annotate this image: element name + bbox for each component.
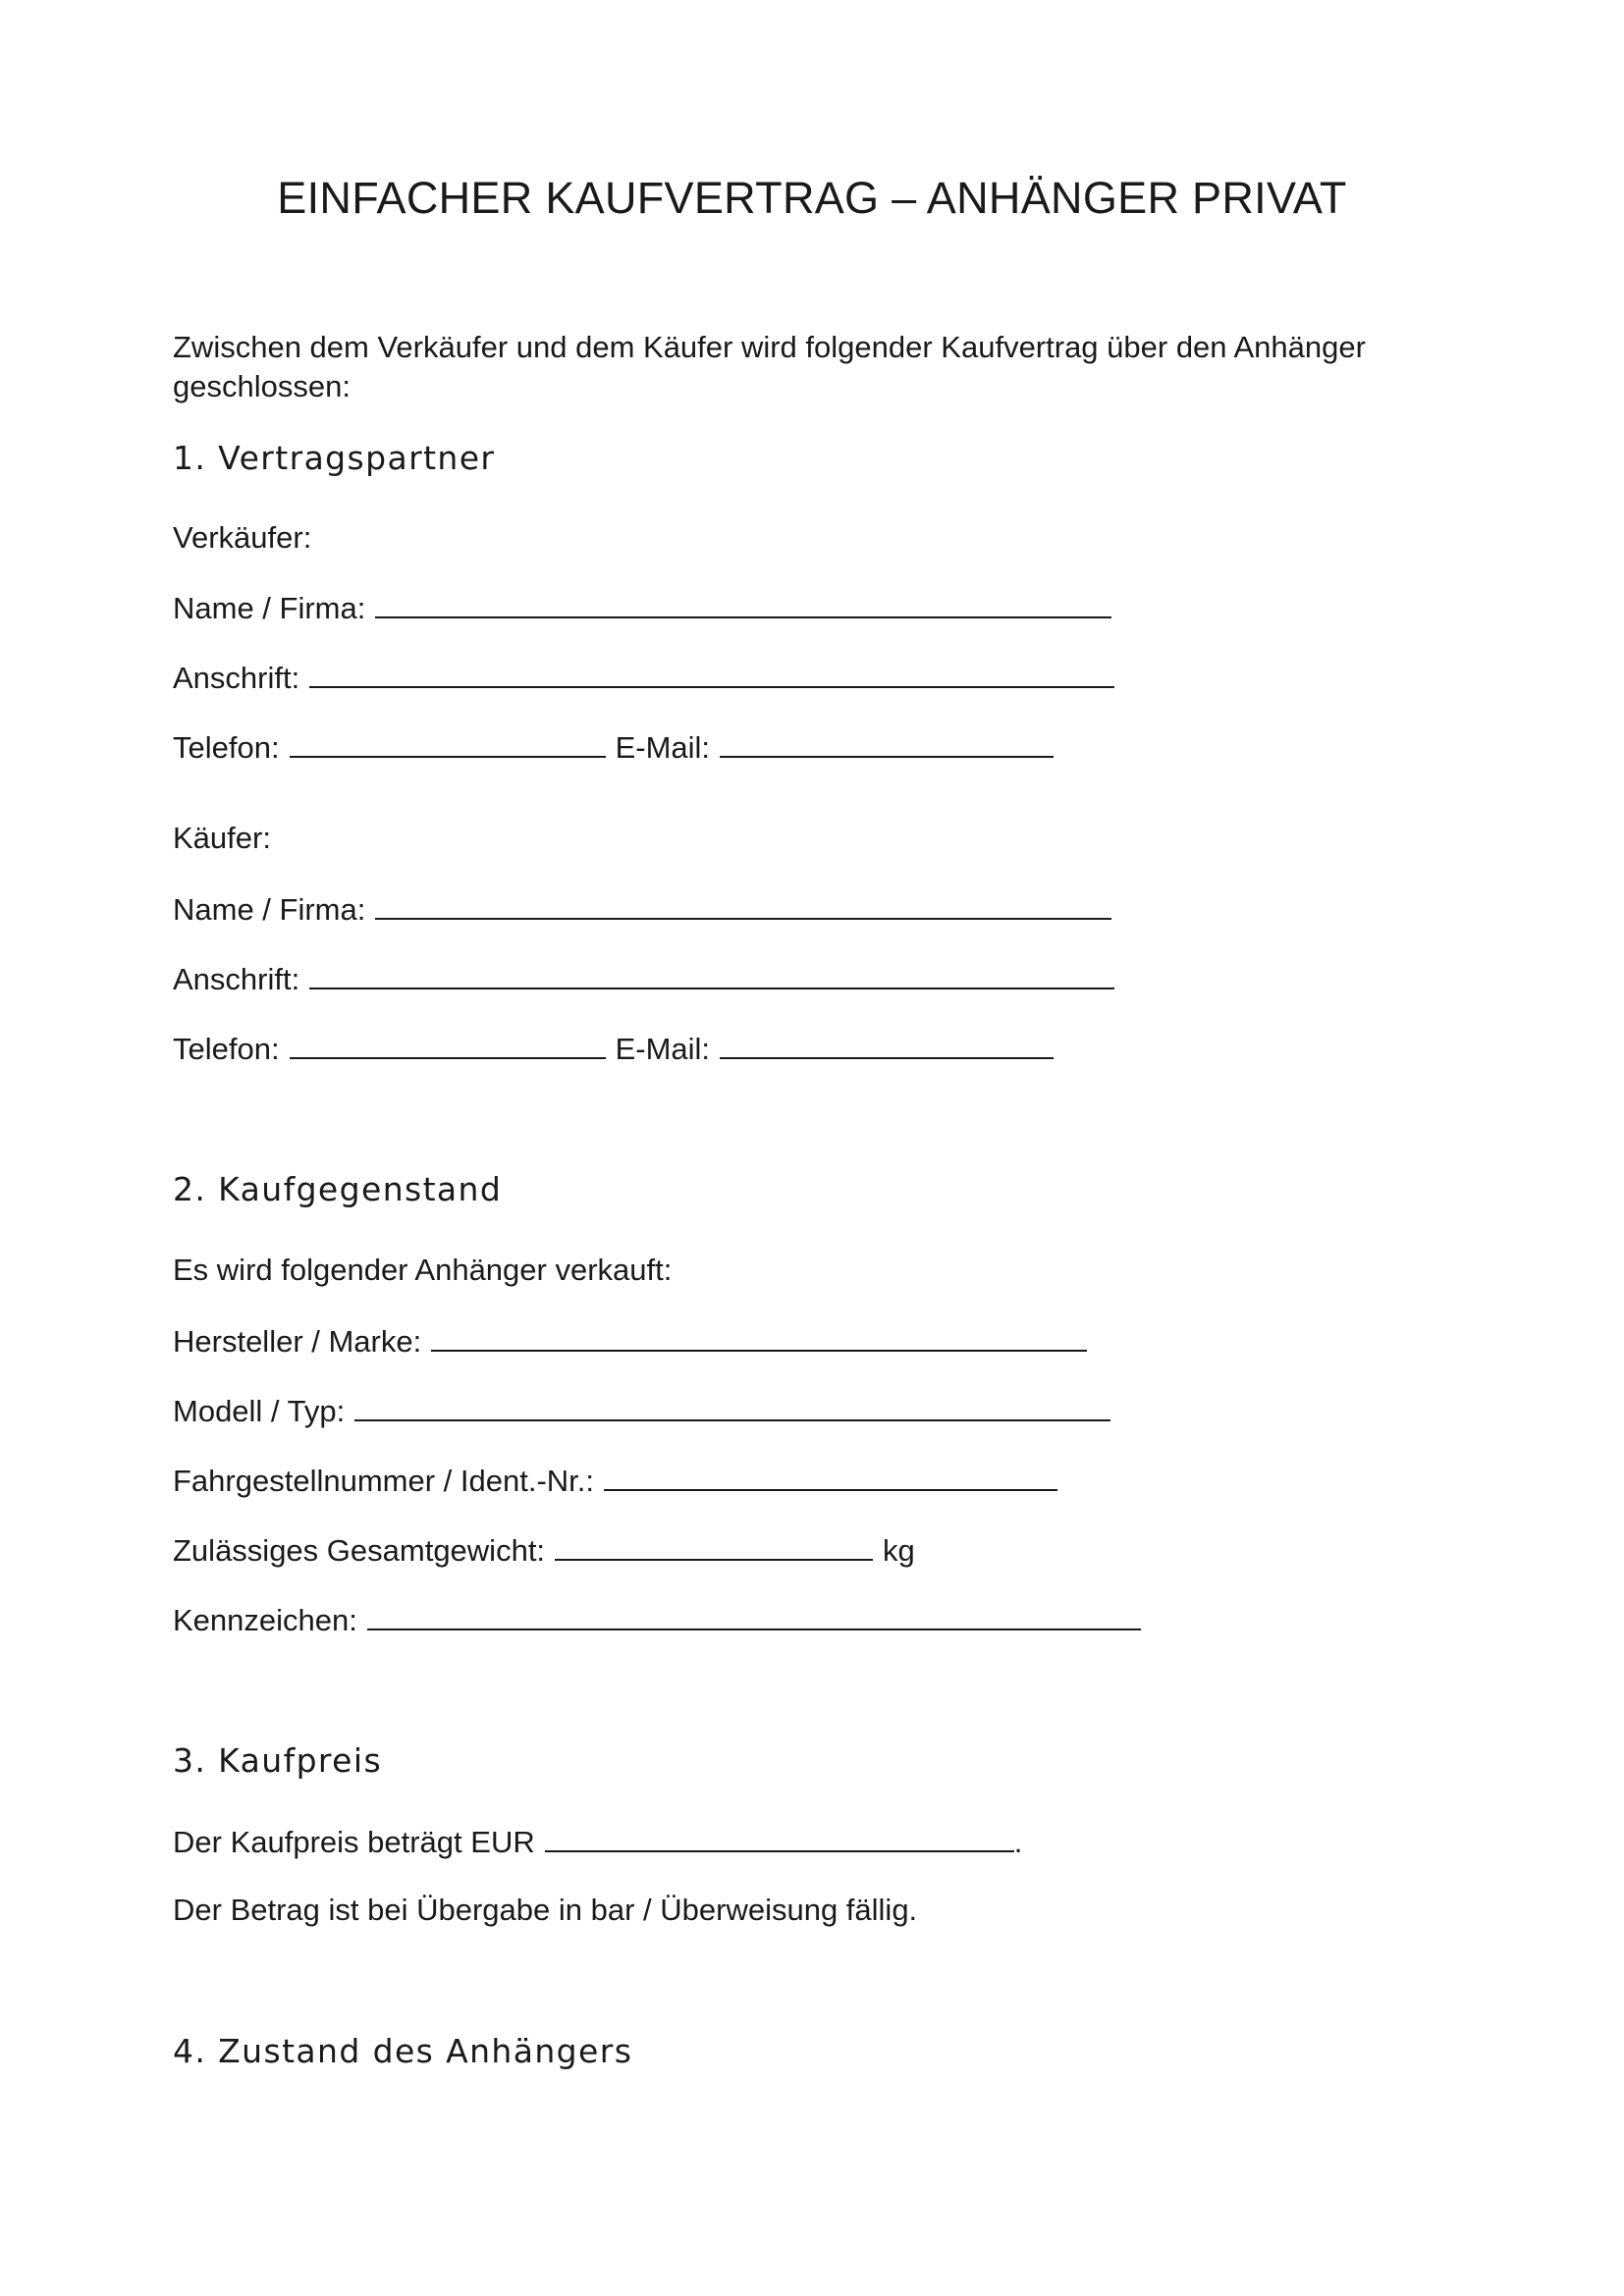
intro-text-line-1: Zwischen dem Verkäufer und dem Käufer wird folgender Kaufvertrag über den Anhänger (173, 330, 1366, 364)
buyer-address-field[interactable] (309, 960, 1114, 989)
plate-row (173, 1601, 1141, 1638)
buyer-email-label: E-Mail: (615, 1032, 711, 1066)
seller-phone-field[interactable] (290, 728, 606, 758)
buyer-phone-field[interactable] (290, 1030, 606, 1059)
chassis-label: Fahrgestellnummer / Ident.-Nr.: (173, 1464, 594, 1498)
plate-label: Kennzeichen: (173, 1603, 357, 1637)
seller-email-label: E-Mail: (615, 730, 711, 765)
buyer-name-label: Name / Firma: (173, 892, 366, 927)
seller-contact-row (173, 728, 1054, 766)
payment-text: Der Betrag ist bei Übergabe in bar / Überweisung fällig. (173, 1893, 918, 1927)
price-row (173, 1823, 1022, 1860)
weight-field[interactable] (555, 1531, 873, 1561)
chassis-row (173, 1462, 1057, 1499)
section-4-heading: 4. Zustand des Anhängers (173, 2032, 633, 2070)
plate-field[interactable] (367, 1601, 1141, 1630)
buyer-name-row (173, 890, 1111, 928)
manufacturer-field[interactable] (431, 1322, 1087, 1352)
seller-email-field[interactable] (720, 728, 1054, 758)
seller-address-row (173, 659, 1114, 696)
seller-name-label: Name / Firma: (173, 591, 366, 625)
buyer-label: Käufer: (173, 821, 271, 855)
price-field[interactable] (545, 1823, 1014, 1852)
buyer-address-row (173, 960, 1114, 997)
section-2-heading: 2. Kaufgegenstand (173, 1170, 503, 1208)
model-label: Modell / Typ: (173, 1394, 346, 1428)
model-row (173, 1392, 1110, 1429)
item-intro: Es wird folgender Anhänger verkauft: (173, 1253, 673, 1287)
seller-name-row (173, 589, 1111, 626)
section-3-heading: 3. Kaufpreis (173, 1741, 383, 1780)
seller-name-field[interactable] (375, 589, 1111, 618)
weight-unit: kg (883, 1533, 915, 1568)
manufacturer-label: Hersteller / Marke: (173, 1324, 422, 1359)
price-label: Der Kaufpreis beträgt EUR (173, 1825, 535, 1859)
seller-phone-label: Telefon: (173, 730, 280, 765)
buyer-contact-row (173, 1030, 1054, 1067)
model-field[interactable] (354, 1392, 1110, 1421)
document-title: EINFACHER KAUFVERTRAG – ANHÄNGER PRIVAT (277, 173, 1347, 223)
buyer-name-field[interactable] (375, 890, 1111, 920)
buyer-email-field[interactable] (720, 1030, 1054, 1059)
intro-text-line-2: geschlossen: (173, 369, 351, 403)
seller-address-label: Anschrift: (173, 661, 300, 695)
buyer-address-label: Anschrift: (173, 962, 300, 996)
section-1-heading: 1. Vertragspartner (173, 439, 496, 477)
seller-address-field[interactable] (309, 659, 1114, 688)
price-period: . (1013, 1825, 1023, 1859)
weight-row (173, 1531, 915, 1569)
buyer-phone-label: Telefon: (173, 1032, 280, 1066)
seller-label: Verkäufer: (173, 520, 312, 555)
weight-label: Zulässiges Gesamtgewicht: (173, 1533, 546, 1568)
chassis-field[interactable] (604, 1462, 1057, 1491)
manufacturer-row (173, 1322, 1087, 1360)
